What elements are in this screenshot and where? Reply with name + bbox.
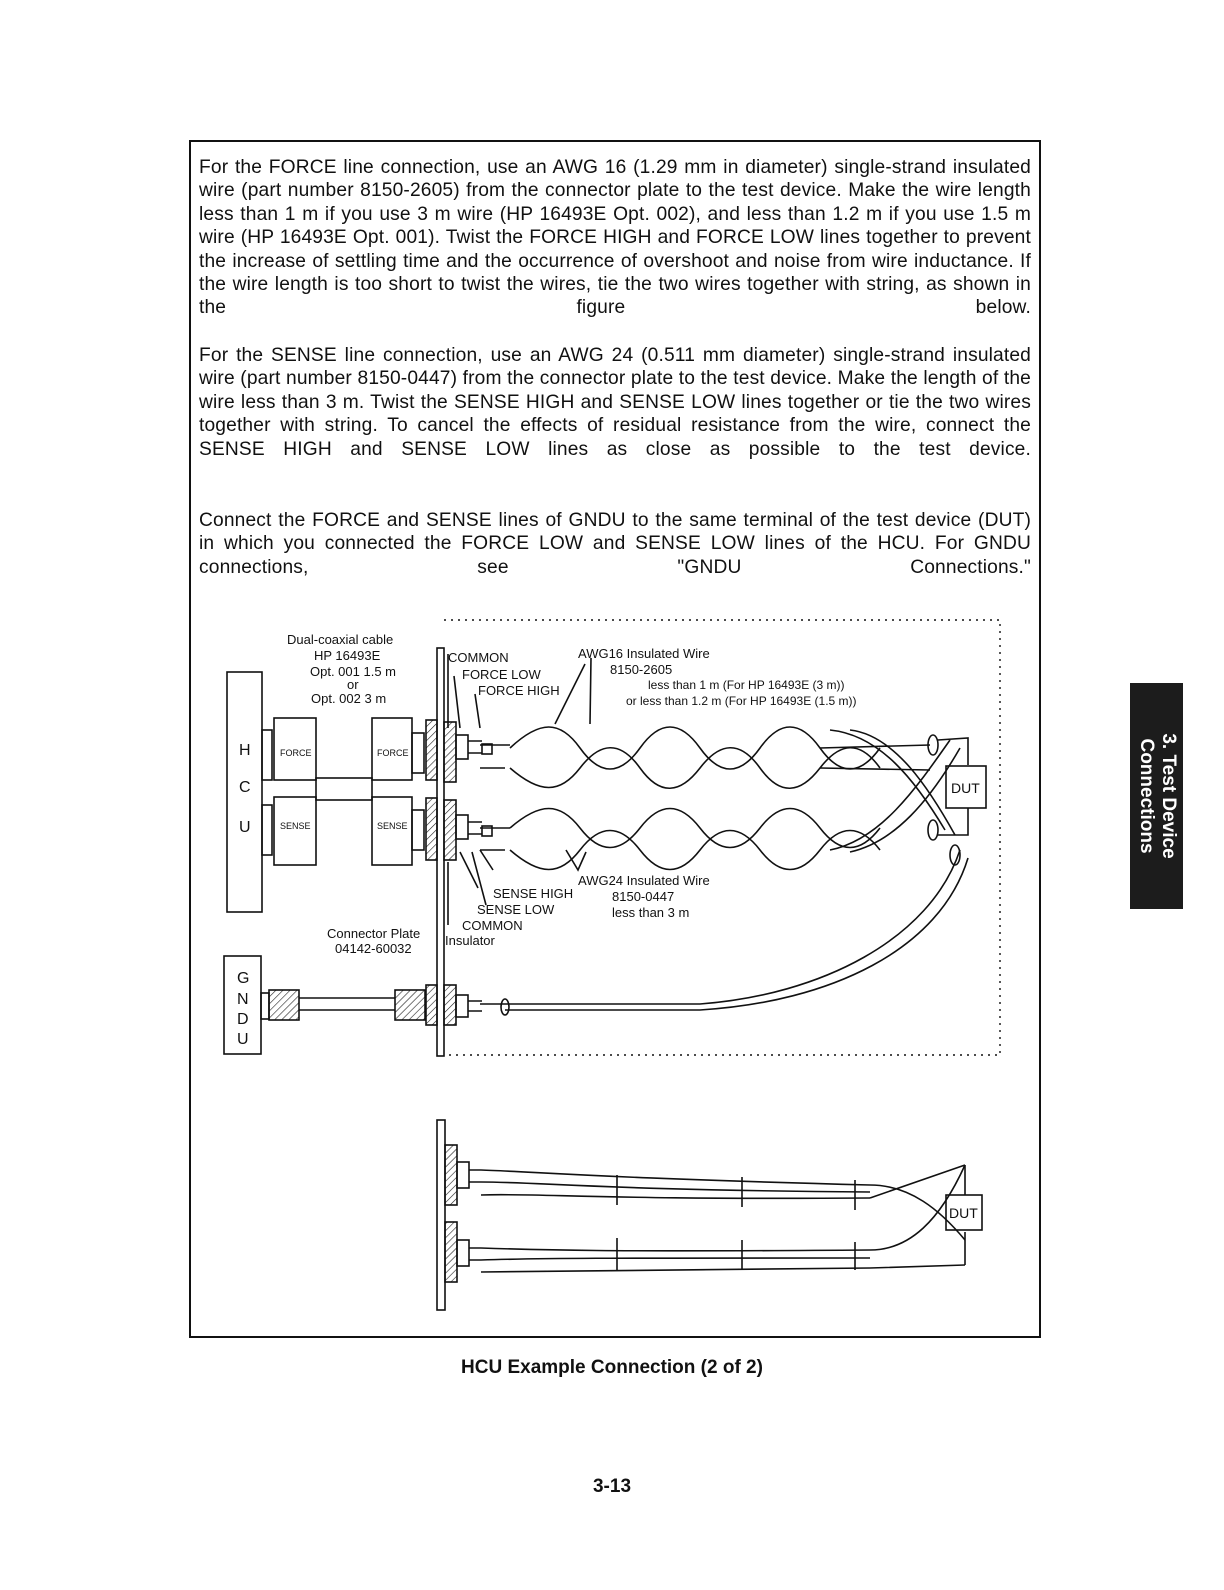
plate-sense-label: SENSE: [377, 821, 408, 831]
insulator-label: Insulator: [445, 933, 495, 948]
gndu-paragraph: Connect the FORCE and SENSE lines of GNDU to the same terminal of the test device (DUT) in which you connected the FORCE LOW and SENSE LOW lines of the HCU. For GNDU connections, see "GNDU Connections.": [199, 510, 1031, 578]
gndu-letter-u: U: [237, 1031, 249, 1048]
side-tab-line-2: Connections: [1135, 738, 1157, 854]
page-number: 3-13: [592, 1476, 632, 1497]
lower-force-pair: [481, 1170, 870, 1198]
plate-force-label: FORCE: [377, 748, 409, 758]
cable-line-2: HP 16493E: [314, 648, 381, 663]
chapter-side-tab: [1130, 683, 1183, 909]
plate-sense-connector: [372, 797, 412, 865]
hcu-letter-c: C: [239, 779, 251, 796]
gndu-letter-d: D: [237, 1011, 249, 1028]
hcu-letter-h: H: [239, 742, 251, 759]
hcu-sense-label: SENSE: [280, 821, 311, 831]
cable-line-1: Dual-coaxial cable: [287, 632, 394, 647]
force-paragraph: For the FORCE line connection, use an AWG 16 (1.29 mm in diameter) single-strand insulated wire (part number 8150-2605) from the connector plate to the test device. Make the wire length less than 1 m if you use 3 m wire (HP 16493E Opt. 002), and less than 1.2 m if you use 1.5 m wire (HP 16493E Opt. 001). Twist the FORCE HIGH and FORCE LOW lines together to prevent the increase of settling time and the occurrence of overshoot and noise from wire inductance. If the wire length is too short to twist the wires, tie the two wires together with string, as shown in the figure below.: [199, 157, 1031, 319]
hcu-sense-connector: [274, 797, 316, 865]
sense-low-label: SENSE LOW: [477, 902, 555, 917]
sense-high-label: SENSE HIGH: [493, 886, 574, 901]
hcu-force-label: FORCE: [280, 748, 312, 758]
awg16-line-1: AWG16 Insulated Wire: [578, 646, 710, 661]
common-label: COMMON: [448, 650, 509, 665]
cable-line-5: Opt. 002 3 m: [311, 691, 387, 706]
awg24-line-2: 8150-0447: [612, 889, 675, 904]
dut-label: DUT: [951, 780, 980, 796]
lower-plate: [437, 1120, 445, 1310]
gndu-letter-g: G: [237, 970, 250, 987]
awg24-line-1: AWG24 Insulated Wire: [578, 873, 710, 888]
cable-line-3: Opt. 001 1.5 m: [310, 664, 396, 679]
gndu-letter-n: N: [237, 991, 249, 1008]
hcu-letter-u: U: [239, 819, 251, 836]
awg24-line-3: less than 3 m: [612, 905, 690, 920]
lower-dut-label: DUT: [949, 1205, 978, 1221]
force-high-label: FORCE HIGH: [478, 683, 560, 698]
sense-paragraph: For the SENSE line connection, use an AWG 24 (0.511 mm diameter) single-strand insulated wire (part number 8150-0447) from the connector plate to the test device. Make the length of the wire less than 3 m. Twist the SENSE HIGH and SENSE LOW lines together or tie the two wires together with string. To cancel the effects of residual resistance from the wire, connect the SENSE HIGH and SENSE LOW lines as close as possible to the test device.: [199, 345, 1031, 460]
awg16-line-2: 8150-2605: [610, 662, 673, 677]
connector-plate: [437, 648, 444, 1056]
cable-line-4: or: [347, 677, 359, 692]
awg16-line-4: or less than 1.2 m (For HP 16493E (1.5 m)): [626, 694, 857, 708]
gndu-wire: [480, 850, 968, 1010]
plate-line-1: Connector Plate: [327, 926, 421, 941]
side-tab-line-1: 3. Test Device: [1157, 733, 1179, 859]
force-low-label: FORCE LOW: [462, 667, 541, 682]
plate-line-2: 04142-60032: [335, 941, 412, 956]
common2-label: COMMON: [462, 918, 523, 933]
sense-twisted-pair: [510, 809, 880, 848]
awg16-line-3: less than 1 m (For HP 16493E (3 m)): [648, 678, 845, 692]
figure-caption: HCU Example Connection (2 of 2): [461, 1357, 763, 1378]
